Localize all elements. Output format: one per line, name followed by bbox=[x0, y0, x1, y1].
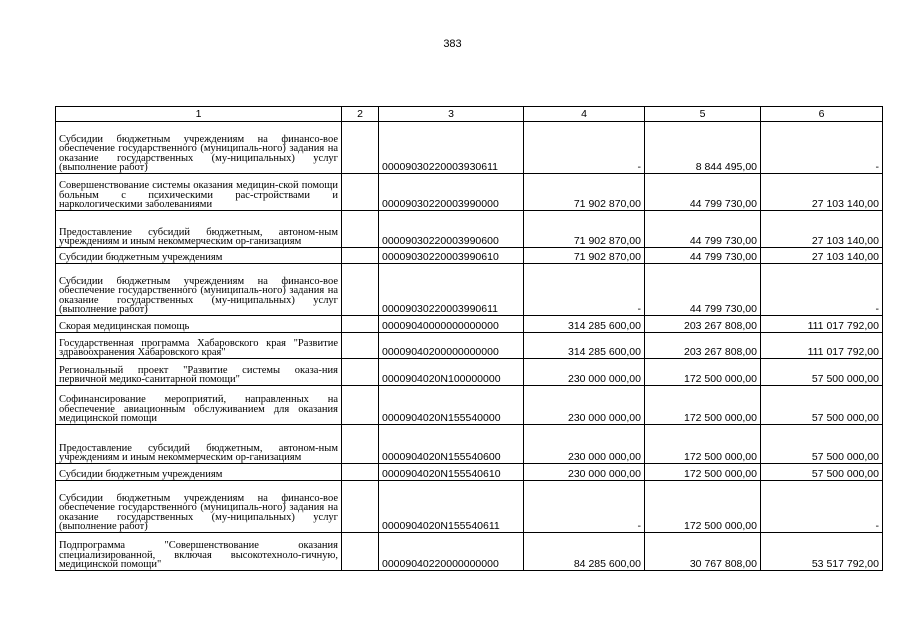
row-code-cell: 00009040000000000000 bbox=[379, 316, 524, 333]
row-value-col6: - bbox=[761, 122, 883, 174]
row-value-col5: 172 500 000,00 bbox=[645, 425, 761, 464]
header-col-3: 3 bbox=[379, 107, 524, 122]
table-row bbox=[56, 248, 883, 264]
row-value-col5: 44 799 730,00 bbox=[645, 248, 761, 264]
row-col2-cell bbox=[342, 316, 379, 333]
row-col2-cell bbox=[342, 264, 379, 316]
row-value-col5: 172 500 000,00 bbox=[645, 359, 761, 386]
row-value-col5: 30 767 808,00 bbox=[645, 533, 761, 571]
row-code-cell: 0000904020N155540611 bbox=[379, 481, 524, 533]
row-value-col4: - bbox=[524, 481, 645, 533]
row-value-col5: 44 799 730,00 bbox=[645, 264, 761, 316]
row-name-cell: Совершенствование системы оказания медицин-ской помощи больным с психическими рас-стройствами и наркологическими заболеваниями bbox=[56, 174, 342, 211]
row-name-cell: Предоставление субсидий бюджетным, автоном-ным учреждениям и иным некоммерческим ор-ганизациям bbox=[56, 211, 342, 248]
budget-table bbox=[55, 106, 883, 571]
row-value-col6: 27 103 140,00 bbox=[761, 211, 883, 248]
row-value-col5: 44 799 730,00 bbox=[645, 211, 761, 248]
row-code-cell: 00009040220000000000 bbox=[379, 533, 524, 571]
row-value-col4: 314 285 600,00 bbox=[524, 333, 645, 359]
header-col-5: 5 bbox=[645, 107, 761, 122]
row-name-cell: Скорая медицинская помощь bbox=[56, 316, 342, 333]
row-name-cell: Софинансирование мероприятий, направленных на обеспечение авиационным обслуживанием для оказания медицинской помощи bbox=[56, 386, 342, 425]
row-value-col4: - bbox=[524, 122, 645, 174]
row-col2-cell bbox=[342, 386, 379, 425]
row-value-col6: 111 017 792,00 bbox=[761, 333, 883, 359]
row-name-cell: Субсидии бюджетным учреждениям на финансо-вое обеспечение государственного (муниципаль-ного) задания на оказание государственных (му-ниципальных) услуг (выполнение работ) bbox=[56, 122, 342, 174]
row-name-cell: Подпрограмма "Совершенствование оказания специализированной, включая высокотехноло-гичную, медицинской помощи" bbox=[56, 533, 342, 571]
row-col2-cell bbox=[342, 425, 379, 464]
row-value-col4: 230 000 000,00 bbox=[524, 464, 645, 481]
row-value-col4: 230 000 000,00 bbox=[524, 425, 645, 464]
table-row bbox=[56, 122, 883, 174]
row-value-col6: - bbox=[761, 264, 883, 316]
row-value-col5: 8 844 495,00 bbox=[645, 122, 761, 174]
row-name-cell: Предоставление субсидий бюджетным, автоном-ным учреждениям и иным некоммерческим ор-ганизациям bbox=[56, 425, 342, 464]
row-value-col5: 44 799 730,00 bbox=[645, 174, 761, 211]
row-name-cell: Субсидии бюджетным учреждениям bbox=[56, 248, 342, 264]
row-code-cell: 0000904020N155540600 bbox=[379, 425, 524, 464]
row-code-cell: 00009030220003930611 bbox=[379, 122, 524, 174]
row-name-cell: Субсидии бюджетным учреждениям bbox=[56, 464, 342, 481]
row-value-col4: 71 902 870,00 bbox=[524, 174, 645, 211]
row-value-col6: 57 500 000,00 bbox=[761, 359, 883, 386]
table-row bbox=[56, 264, 883, 316]
table-row bbox=[56, 211, 883, 248]
row-code-cell: 00009030220003990611 bbox=[379, 264, 524, 316]
header-col-4: 4 bbox=[524, 107, 645, 122]
row-code-cell: 0000904020N100000000 bbox=[379, 359, 524, 386]
row-col2-cell bbox=[342, 174, 379, 211]
table-row bbox=[56, 316, 883, 333]
table-row bbox=[56, 174, 883, 211]
row-value-col6: - bbox=[761, 481, 883, 533]
row-value-col6: 53 517 792,00 bbox=[761, 533, 883, 571]
row-col2-cell bbox=[342, 122, 379, 174]
header-row bbox=[56, 107, 883, 122]
row-value-col4: - bbox=[524, 264, 645, 316]
row-value-col4: 84 285 600,00 bbox=[524, 533, 645, 571]
row-name-cell: Государственная программа Хабаровского края "Развитие здравоохранения Хабаровского края" bbox=[56, 333, 342, 359]
row-code-cell: 0000904020N155540000 bbox=[379, 386, 524, 425]
row-value-col5: 172 500 000,00 bbox=[645, 481, 761, 533]
row-code-cell: 00009030220003990600 bbox=[379, 211, 524, 248]
row-value-col6: 57 500 000,00 bbox=[761, 464, 883, 481]
row-name-cell: Субсидии бюджетным учреждениям на финансо-вое обеспечение государственного (муниципаль-ного) задания на оказание государственных (му-ниципальных) услуг (выполнение работ) bbox=[56, 264, 342, 316]
row-value-col4: 230 000 000,00 bbox=[524, 359, 645, 386]
table-row bbox=[56, 425, 883, 464]
table-row bbox=[56, 333, 883, 359]
row-col2-cell bbox=[342, 481, 379, 533]
header-col-1: 1 bbox=[56, 107, 342, 122]
row-value-col6: 111 017 792,00 bbox=[761, 316, 883, 333]
row-value-col4: 71 902 870,00 bbox=[524, 248, 645, 264]
row-col2-cell bbox=[342, 464, 379, 481]
table-row bbox=[56, 481, 883, 533]
row-value-col6: 57 500 000,00 bbox=[761, 425, 883, 464]
row-value-col5: 203 267 808,00 bbox=[645, 316, 761, 333]
row-value-col4: 230 000 000,00 bbox=[524, 386, 645, 425]
row-col2-cell bbox=[342, 333, 379, 359]
row-value-col5: 203 267 808,00 bbox=[645, 333, 761, 359]
row-col2-cell bbox=[342, 211, 379, 248]
row-value-col6: 57 500 000,00 bbox=[761, 386, 883, 425]
table-row bbox=[56, 386, 883, 425]
row-name-cell: Субсидии бюджетным учреждениям на финансо-вое обеспечение государственного (муниципаль-ного) задания на оказание государственных (му-ниципальных) услуг (выполнение работ) bbox=[56, 481, 342, 533]
row-code-cell: 00009030220003990000 bbox=[379, 174, 524, 211]
table-row bbox=[56, 359, 883, 386]
row-value-col4: 314 285 600,00 bbox=[524, 316, 645, 333]
row-code-cell: 0000904020N155540610 bbox=[379, 464, 524, 481]
row-col2-cell bbox=[342, 359, 379, 386]
table-row bbox=[56, 464, 883, 481]
row-value-col5: 172 500 000,00 bbox=[645, 386, 761, 425]
header-col-2: 2 bbox=[342, 107, 379, 122]
page-number: 383 bbox=[443, 38, 462, 50]
row-code-cell: 00009040200000000000 bbox=[379, 333, 524, 359]
row-code-cell: 00009030220003990610 bbox=[379, 248, 524, 264]
row-value-col4: 71 902 870,00 bbox=[524, 211, 645, 248]
row-col2-cell bbox=[342, 533, 379, 571]
row-value-col5: 172 500 000,00 bbox=[645, 464, 761, 481]
row-value-col6: 27 103 140,00 bbox=[761, 174, 883, 211]
row-value-col6: 27 103 140,00 bbox=[761, 248, 883, 264]
row-col2-cell bbox=[342, 248, 379, 264]
header-col-6: 6 bbox=[761, 107, 883, 122]
row-name-cell: Региональный проект "Развитие системы оказа-ния первичной медико-санитарной помощи" bbox=[56, 359, 342, 386]
table-row bbox=[56, 533, 883, 571]
